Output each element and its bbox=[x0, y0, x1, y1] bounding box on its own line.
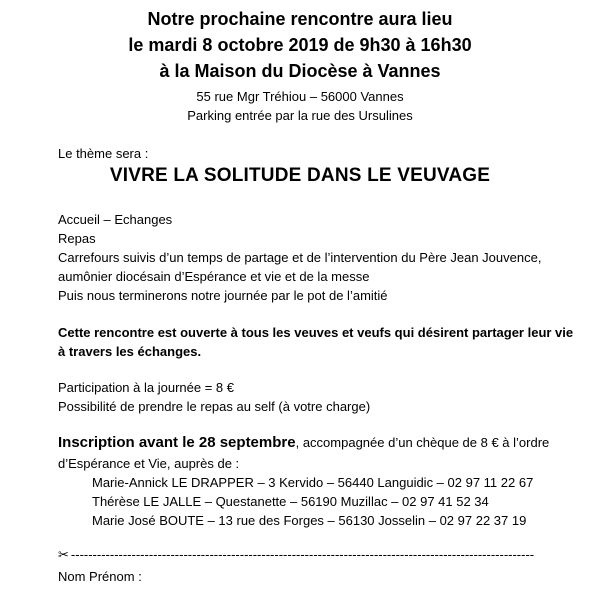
inscription-line-2: d’Espérance et Vie, auprès de : bbox=[58, 456, 240, 471]
inscription-deadline: Inscription avant le 28 septembre bbox=[58, 434, 296, 451]
program-item-3: Carrefours suivis d’un temps de partage et de l’intervention du Père Jean Jouvence, bbox=[58, 250, 542, 265]
contact-2: Thérèse LE JALLE – Questanette – 56190 Muzillac – 02 97 41 52 34 bbox=[92, 494, 489, 509]
inscription-line-1 bbox=[58, 434, 549, 451]
contact-3: Marie José BOUTE – 13 rue des Forges – 56130 Josselin – 02 97 22 37 19 bbox=[92, 513, 527, 528]
program-item-1: Accueil – Echanges bbox=[58, 212, 173, 227]
name-field-label: Nom Prénom : bbox=[58, 569, 142, 584]
cut-line bbox=[58, 546, 534, 564]
program-item-2: Repas bbox=[58, 231, 96, 246]
participation-meal: Possibilité de prendre le repas au self (à votre charge) bbox=[58, 399, 371, 414]
program-item-5: Puis nous terminerons notre journée par le pot de l’amitié bbox=[58, 288, 388, 303]
scissors-icon: ✂ bbox=[58, 548, 69, 563]
contact-1: Marie-Annick LE DRAPPER – 3 Kervido – 56440 Languidic – 02 97 11 22 67 bbox=[92, 475, 534, 490]
header-line-1: Notre prochaine rencontre aura lieu bbox=[147, 9, 453, 29]
open-notice-line-2: à travers les échanges. bbox=[58, 344, 202, 359]
cut-dashes: ----------------------------------------------------------------------------------------------------------- bbox=[70, 547, 535, 562]
open-notice-line-1: Cette rencontre est ouverte à tous les veuves et veufs qui désirent partager leur vie bbox=[58, 325, 574, 340]
header-address: 55 rue Mgr Tréhiou – 56000 Vannes bbox=[196, 89, 404, 104]
theme-title: VIVRE LA SOLITUDE DANS LE VEUVAGE bbox=[109, 165, 491, 186]
header-line-3: à la Maison du Diocèse à Vannes bbox=[159, 61, 441, 81]
header-parking: Parking entrée par la rue des Ursulines bbox=[187, 108, 413, 123]
program-item-4: aumônier diocésain d’Espérance et vie et de la messe bbox=[58, 269, 370, 284]
participation-fee: Participation à la journée = 8 € bbox=[58, 380, 234, 395]
header-line-2: le mardi 8 octobre 2019 de 9h30 à 16h30 bbox=[128, 35, 472, 55]
inscription-rest: , accompagnée d’un chèque de 8 € à l’ordre bbox=[295, 435, 550, 450]
theme-intro: Le thème sera : bbox=[58, 146, 149, 161]
